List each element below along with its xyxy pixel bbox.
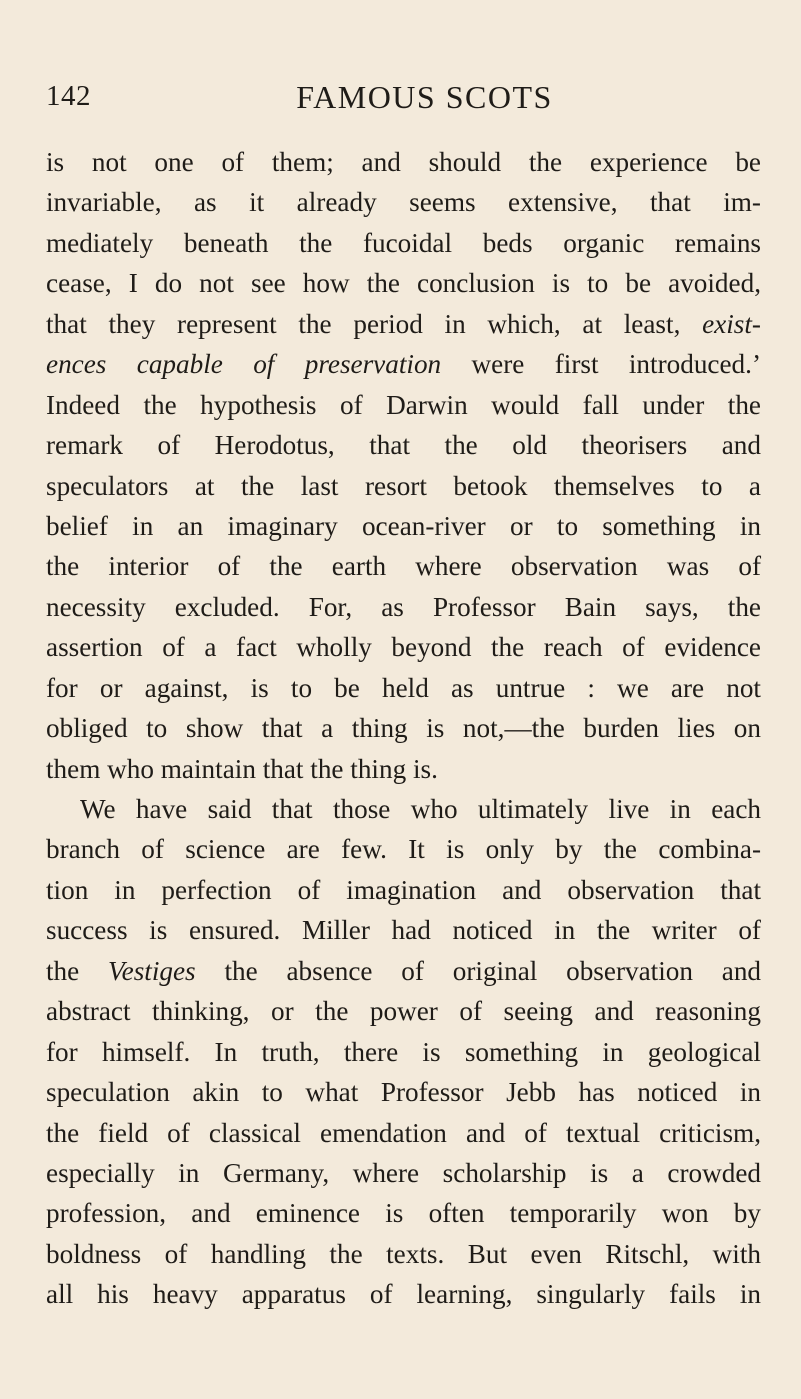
- text-line: ences capable of preservation were first introduced.’: [46, 349, 761, 380]
- text-line: branch of science are few. It is only by the combina-: [46, 834, 761, 865]
- text-line: success is ensured. Miller had noticed in the writer of: [46, 915, 761, 946]
- italic-phrase: ences: [46, 349, 107, 380]
- text-line: the interior of the earth where observation was of: [46, 551, 761, 582]
- text-line: profession, and eminence is often temporarily won by: [46, 1198, 761, 1229]
- text-line: is not one of them; and should the experience be: [46, 147, 761, 177]
- text-line: remark of Herodotus, that the old theorisers and: [46, 430, 761, 461]
- text-line: all his heavy apparatus of learning, singularly fails in: [46, 1279, 761, 1310]
- italic-phrase: capable of preservation: [136, 349, 442, 380]
- running-title: FAMOUS SCOTS: [296, 79, 553, 115]
- italic-phrase: exist-: [702, 308, 761, 339]
- text-line: invariable, as it already seems extensive, that im-: [46, 187, 761, 218]
- text-line: cease, I do not see how the conclusion is to be avoided,: [46, 268, 761, 299]
- text-line: that they represent the period in which, at least, exist-: [46, 308, 761, 339]
- text-line: abstract thinking, or the power of seeing and reasoning: [46, 996, 761, 1027]
- text-line: speculation akin to what Professor Jebb has noticed in: [46, 1077, 761, 1108]
- body-text: [46, 142, 761, 1315]
- text-line: the field of classical emendation and of textual criticism,: [46, 1117, 761, 1148]
- text-line: especially in Germany, where scholarship is a crowded: [46, 1157, 761, 1188]
- text-line: We have said that those who ultimately live in each: [80, 794, 761, 824]
- text-line: speculators at the last resort betook themselves to a: [46, 470, 761, 501]
- text-line: Indeed the hypothesis of Darwin would fall under the: [46, 389, 761, 420]
- text-line: assertion of a fact wholly beyond the reach of evidence: [46, 632, 761, 663]
- text-line: for or against, is to be held as untrue : we are not: [46, 672, 761, 703]
- text-line: boldness of handling the texts. But even Ritschl, with: [46, 1238, 761, 1269]
- text-line: necessity excluded. For, as Professor Bain says, the: [46, 591, 761, 622]
- text-line: them who maintain that the thing is.: [46, 753, 438, 784]
- text-line: mediately beneath the fucoidal beds organic remains: [46, 227, 761, 258]
- text-line: tion in perfection of imagination and observation that: [46, 874, 761, 905]
- page-number: 142: [46, 80, 91, 112]
- text-line: obliged to show that a thing is not,—the burden lies on: [46, 713, 761, 744]
- italic-title: Vestiges: [108, 955, 196, 986]
- text-line: for himself. In truth, there is something in geological: [46, 1036, 761, 1067]
- text-line: the Vestiges the absence of original observation and: [46, 955, 762, 986]
- text-line: belief in an imaginary ocean-river or to something in: [46, 510, 761, 541]
